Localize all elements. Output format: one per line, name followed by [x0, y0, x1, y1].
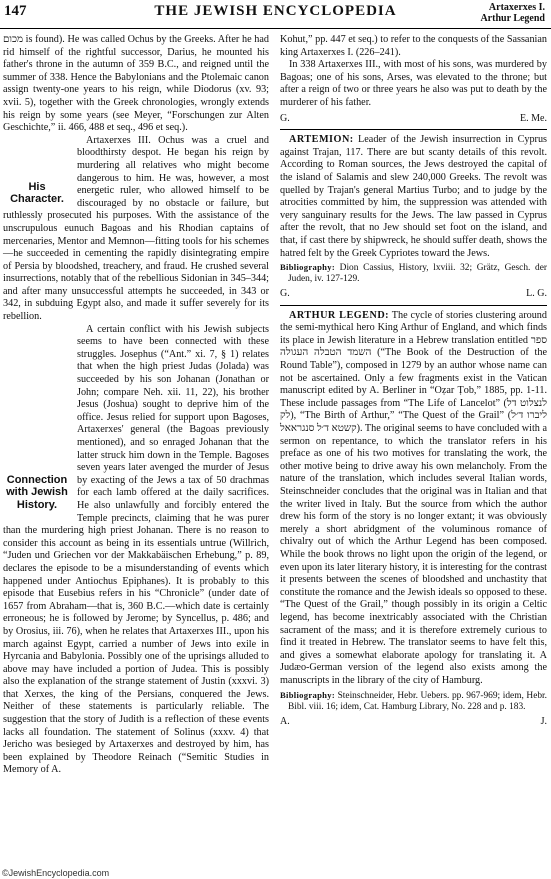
signature-1: [280, 113, 547, 126]
signature-1-left: G.: [280, 112, 290, 124]
arthur-heading: ARTHUR LEGEND:: [289, 309, 390, 321]
entry-divider-1: [280, 129, 547, 130]
bibliography-2-label: Bibliography:: [280, 689, 335, 700]
guide-word-first: Artaxerxes I.: [488, 2, 545, 13]
watermark-link[interactable]: ©JewishEncyclopedia.com: [2, 868, 110, 878]
arthur-body: The cycle of stories clustering around the semi-mythical hero King Arthur of England, and which finds its place in Jewish literature in a Hebrew translation entitled ספר השמד הטבלה העגולה (“The Book of the Destruction of the Round Table”), composed in 1279 by an author whose name can not be ascertained. Only a few fragments exist in the Vatican manuscript edited by A. Berliner in “Oẓar Ṭob,” 1885, pp. 1-11. These include passages from “The Life of Lancelot” (לנצלוט דל לק), “The Birth of Arthur,” “The Quest of the Grail” (ליברו ד׳ל קשטא ד׳ל סנגראאל). The original seems to have concluded with a sermon on repentance, to which the translator refers in his preface as one of his two motives for translating the work, the other motive being to drive away his own melancholy. From the nature of the translation, which includes several Italian words, Steinschneider concludes that the original was in Italian and that the writer lived in Italy. But the source from which the author drew his form of the story is no longer extant; it was obviously merely a short abridgment of the voluminous romance of chivalry out of which the Arthur Legend has been composed. While the book throws no light upon the origin of the legend, or even upon its later literary history, it is interesting for the contrast it presents between the scenes of bloodshed and unchastity that constitute the romance and the Jewish ideals so opposed to these. “The Quest of the Grail,” though possibly in its origin a Celtic legend, has become inextricably associated with the Christian sacrament of the mass; and it is therefore extremely curious to find it treated in Hebrew. The translator seems to have felt this, and gives a somewhat elaborate apology for translating it. A Judæo-German version of the legend also exists among the manuscripts in the library of the city of Hamburg.: [280, 309, 548, 686]
right-paragraph-2: In 338 Artaxerxes III., with most of his sons, was murdered by Bagoas; one of his sons, Arses, was elevated to the throne; but after a reign of two or three years he also was put to death by the murderer of his father.: [280, 59, 547, 108]
right-paragraph-1: Kohut,” pp. 447 et seq.) to refer to the conquests of the Sassanian king Artaxerxes I. (226–241).: [280, 34, 547, 58]
running-title: THE JEWISH ENCYCLOPEDIA: [154, 3, 397, 19]
left-paragraph-3: A certain conflict with his Jewish subjects seems to have been connected with these struggles. Josephus (“Ant.” xi. 7, § 1) relates that when the high priest Judas (Jolada) was succeeded by his son Johanan (Jonathan or John; compare Neh. xii. 11, 22), his brother Jesus (Joshua) sought to deprive him of the office. Jesus relied for support upon Bagoses, Artaxerxes' general (the Bagoas previously mentioned), and so enraged Johanan that the latter struck him down in the Temple. Bagoses seven years later avenged the murder of Jesus by exacting of the Jews a tax of 50 drachmas for each lamb offered at the daily sacrifices. He also unlawfully and forcibly entered the Temple precincts, claiming that he was purer than the murdering high priest Johanan. There is no reason to consider this account as being in its essentials untrue (Willrich, “Juden und Griechen vor der Makkabäischen Erhebung,” p. 89, declares the episode to be a misunderstanding of events which happened under Antiochus Epiphanes). It is probably to this episode that Eusebius refers in his “Chronicle” (under date of 1657 from Abraham—that is, 360 B.C.—which date is certainly erroneous; he is followed by Jerome; by Syncellus, p. 486; and by Orosius, iii. 76), when he relates that Artaxerxes III., upon his march against Egypt, carried a number of Jews into exile in Hyrcania and Babylonia. Possibly one of the uprisings alluded to above may have included a portion of Judea. This is possibly also the explanation of the strange statement of Justin (xxxvi. 3) that Xerxes, the king of the Persians, conquered the Jews. Neither of these statements is particularly reliable. The suggestion that the story of Judith is a reflection of these events lacks all foundation. The statement of Solinus (xxxv. 4) that Jericho was besieged by Artaxerxes and destroyed by him, has been explained by Theodore Reinach (“Semitic Studies in Memory of A.: [3, 323, 269, 776]
bibliography-1-label: Bibliography:: [280, 262, 335, 273]
right-column: [280, 34, 547, 731]
guide-word-last: Arthur Legend: [480, 13, 545, 24]
signature-1-right: E. Me.: [520, 112, 547, 124]
side-heading-connection: Connection with Jewish History.: [6, 473, 68, 511]
signature-2: [280, 288, 547, 301]
signature-2-right: L. G.: [526, 288, 547, 300]
page-number: 147: [4, 3, 27, 19]
artemion-body: Leader of the Jewish insurrection in Cyprus against Trajan, 117. There are but scanty details of this revolt. According to Roman sources, the Jews destroyed the capital of the island of Salamis and slew 240,000 Greeks. The revolt was quelled by Trajan's general Martius Turbo; and to judge by the atrocities committed by him, the suppression was attended with very sanguinary results for the Jews. The law passed in Cyprus after the revolt, that no Jew should set foot on the island, and that, if cast there by shipwreck, he should suffer death, shows the hatred felt by the Greek Cypriotes toward the Jews.: [280, 134, 547, 259]
arthur-entry: [280, 310, 547, 688]
left-column: [3, 34, 269, 777]
bibliography-1-text: Dion Cassius, History, lxviii. 32; Grätz, Gesch. der Juden, iv. 127-129.: [288, 263, 547, 285]
bibliography-2: [280, 690, 547, 713]
bibliography-2-text: Steinschneider, Hebr. Uebers. pp. 967-969; idem, Hebr. Bibl. viii. 16; idem, Cat. Hamburg Library, No. 228 and p. 183.: [288, 690, 547, 712]
signature-3-left: A.: [280, 715, 290, 727]
side-heading-character: His Character.: [10, 180, 64, 206]
signature-3-right: J.: [540, 715, 547, 727]
left-paragraph-2: Artaxerxes III. Ochus was a cruel and bloodthirsty despot. He began his reign by murdering all relatives who might become dangerous to him. He was, however, a most energetic ruler, who allowed himself to be discouraged by no obstacle or failure, but ruthlessly prosecuted his purposes. With the assistance of the unscrupulous eunuch Bagoas and his Rhodian captains of mercenaries, Mentor and Memnon—fitting tools for his schemes—he succeeded in cementing the rapidly disintegrating empire of Persia by bloodshed, treachery, and fraud. He crushed several insurrections, notably that of the rebellious Sidonian in 345–344; and after many unsuccessful attempts he succeeded, in 343 or 342, in subduing Egypt also, and made it suffer severely for its rebellion.: [3, 134, 269, 323]
entry-divider-2: [280, 305, 547, 306]
artemion-heading: ARTEMION:: [289, 134, 354, 146]
running-header: [0, 0, 551, 29]
running-guide-words: [480, 2, 545, 24]
signature-2-left: G.: [280, 288, 290, 300]
bibliography-1: [280, 262, 547, 285]
left-paragraph-1: מכום is found). He was called Ochus by the Greeks. After he had rid himself of the rightful successor, Darius, he mounted his father's throne in the autumn of 359 B.C., and reigned until the summer of 338. Hence the Babylonians and the Ptolemaic canon assign twenty-one years to his reign, while Diodorus (xv. 93; xvii. 5), together with the Greek chronologies, wrongly extends his reign by some years (see Meyer, “Forschungen zur Alten Geschichte,” ii. 466, 488 et seq., 496 et seq.).: [3, 34, 269, 134]
artemion-entry: [280, 134, 547, 260]
signature-3: [280, 716, 547, 729]
